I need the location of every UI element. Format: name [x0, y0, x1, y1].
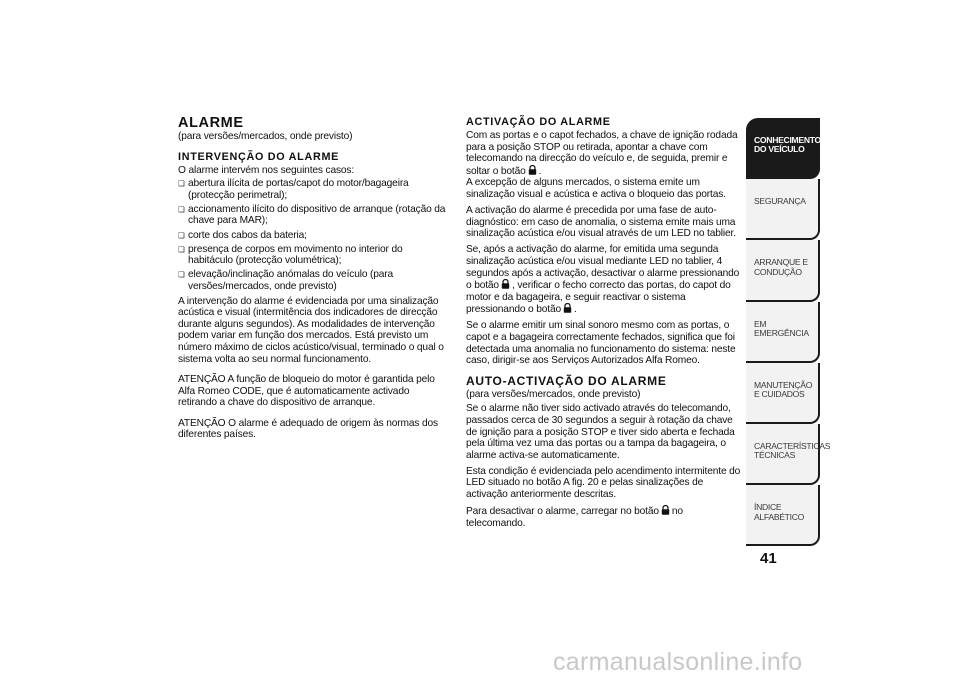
text-run: Para desactivar o alarme, carregar no botão: [466, 506, 659, 518]
activation-paragraph: [466, 130, 742, 201]
intervention-paragraph: A intervenção do alarme é evidenciada por uma sinalização acústica e visual (intermitência dos indicadores de direcção durante alguns segundos). As modalidades de intervenção podem variar em função dos mercados. Está previsto um número máximo de ciclos acústico/visual, terminado o qual o sistema volta ao seu normal funcionamento.: [178, 295, 444, 365]
warning-note-norms: ATENÇÃO O alarme é adequado de origem às normas dos diferentes países.: [178, 417, 438, 441]
text-run: .: [574, 304, 577, 316]
right-column: [466, 116, 742, 534]
auto-activation-paragraph: Se o alarme não tiver sido activado através do telecomando, passados cerca de 30 segundos a seguir à rotação da chave de ignição para a posição STOP e tiver sido aberta e fechada pela última vez uma das portas ou a tampa da bagageira, o alarme activa-se automaticamente.: [466, 403, 735, 461]
padlock-icon: [528, 165, 537, 175]
list-item: ❏ elevação/inclinação anómalas do veículo (para versões/mercados, onde previsto): [178, 269, 450, 292]
text-run: .: [538, 165, 542, 177]
watermark: carmanualsonline.info: [553, 648, 803, 676]
tab-caracteristicas-tecnicas[interactable]: CARACTERÍSTICAS TÉCNICAS: [746, 424, 820, 485]
anomaly-paragraph: Se o alarme emitir um sinal sonoro mesmo com as portas, o capot e a bagageira correctamente fechados, significa que foi detectada uma anomalia no funcionamento do sistema: neste caso, dirigir-se aos Serviços Autorizados Alfa Romeo.: [466, 320, 736, 367]
deactivate-paragraph: [466, 505, 742, 529]
text-run: , verificar o fecho correcto das portas, do capot do motor e da bagageira, e seguir reactivar o sistema pressionando o botão: [466, 280, 731, 316]
tab-manutencao-e-cuidados[interactable]: MANUTENÇÃO E CUIDADOS: [746, 363, 820, 424]
tab-arranque-e-conducao[interactable]: ARRANQUE E CONDUÇÃO: [746, 240, 820, 301]
page-title: ALARME: [178, 115, 244, 131]
intro-text: O alarme intervém nos seguintes casos:: [178, 164, 355, 176]
page-number: 41: [760, 550, 777, 567]
self-diagnosis-paragraph: A activação do alarme é precedida por uma fase de auto-diagnóstico: em caso de anomalia, o sistema emite mais uma sinalização acústica e/ou visual através de um LED no tablier.: [466, 205, 736, 240]
text-run: no telecomando.: [466, 506, 683, 529]
padlock-icon: [563, 303, 572, 313]
list-item: ❏ accionamento ilícito do dispositivo de arranque (rotação da chave para MAR);: [178, 204, 450, 227]
title-subtitle: (para versões/mercados, onde previsto): [178, 131, 353, 142]
heading-intervencao: INTERVENÇÃO DO ALARME: [178, 150, 340, 163]
padlock-icon: [661, 505, 670, 515]
heading-activacao: ACTIVAÇÃO DO ALARME: [466, 116, 611, 128]
auto-subtitle: (para versões/mercados, onde previsto): [466, 388, 641, 400]
tab-em-emergencia[interactable]: EM EMERGÊNCIA: [746, 302, 820, 363]
heading-auto-activacao: AUTO-ACTIVAÇÃO DO ALARME: [466, 373, 667, 388]
warning-note-code: ATENÇÃO A função de bloqueio do motor é garantida pelo Alfa Romeo CODE, que é automaticamente activado retirando a chave do dispositivo de arranque.: [178, 374, 435, 409]
led-paragraph: Esta condição é evidenciada pelo acendimento intermitente do LED situado no botão A fig. 20 e pelas sinalizações de activação anteriormente descritas.: [466, 465, 741, 501]
text-run: A excepção de alguns mercados, o sistema emite um sinalização visual e acústica e activa o bloqueio das portas.: [466, 177, 726, 200]
text-run: Com as portas e o capot fechados, a chave de ignição rodada para a posição STOP ou retirada, apontar a chave com telecomando na direcção do veículo e, de seguida, premir e soltar o botão: [466, 130, 738, 177]
second-signal-paragraph: [466, 244, 742, 316]
cases-list: [178, 178, 450, 292]
list-item: ❏ abertura ilícita de portas/capot do motor/bagageira (protecção perimetral);: [178, 178, 450, 201]
text-run: Se, após a activação do alarme, for emitida uma segunda sinalização acústica e/ou visual mediante LED no tablier, 4 segundos após a activação, desactivar o alarme pressionando o botão: [466, 244, 740, 292]
tab-conhecimento-do-veiculo[interactable]: CONHECIMENTO DO VEÍCULO: [746, 118, 820, 179]
tab-seguranca[interactable]: SEGURANÇA: [746, 179, 820, 240]
section-tabs: [746, 118, 831, 546]
list-item: ❏ presença de corpos em movimento no interior do habitáculo (protecção volumétrica);: [178, 244, 450, 267]
list-item: ❏ corte dos cabos da bateria;: [178, 230, 450, 242]
padlock-icon: [501, 279, 510, 289]
left-column: [178, 116, 450, 446]
tab-indice-alfabetico[interactable]: ÍNDICE ALFABÉTICO: [746, 485, 820, 546]
